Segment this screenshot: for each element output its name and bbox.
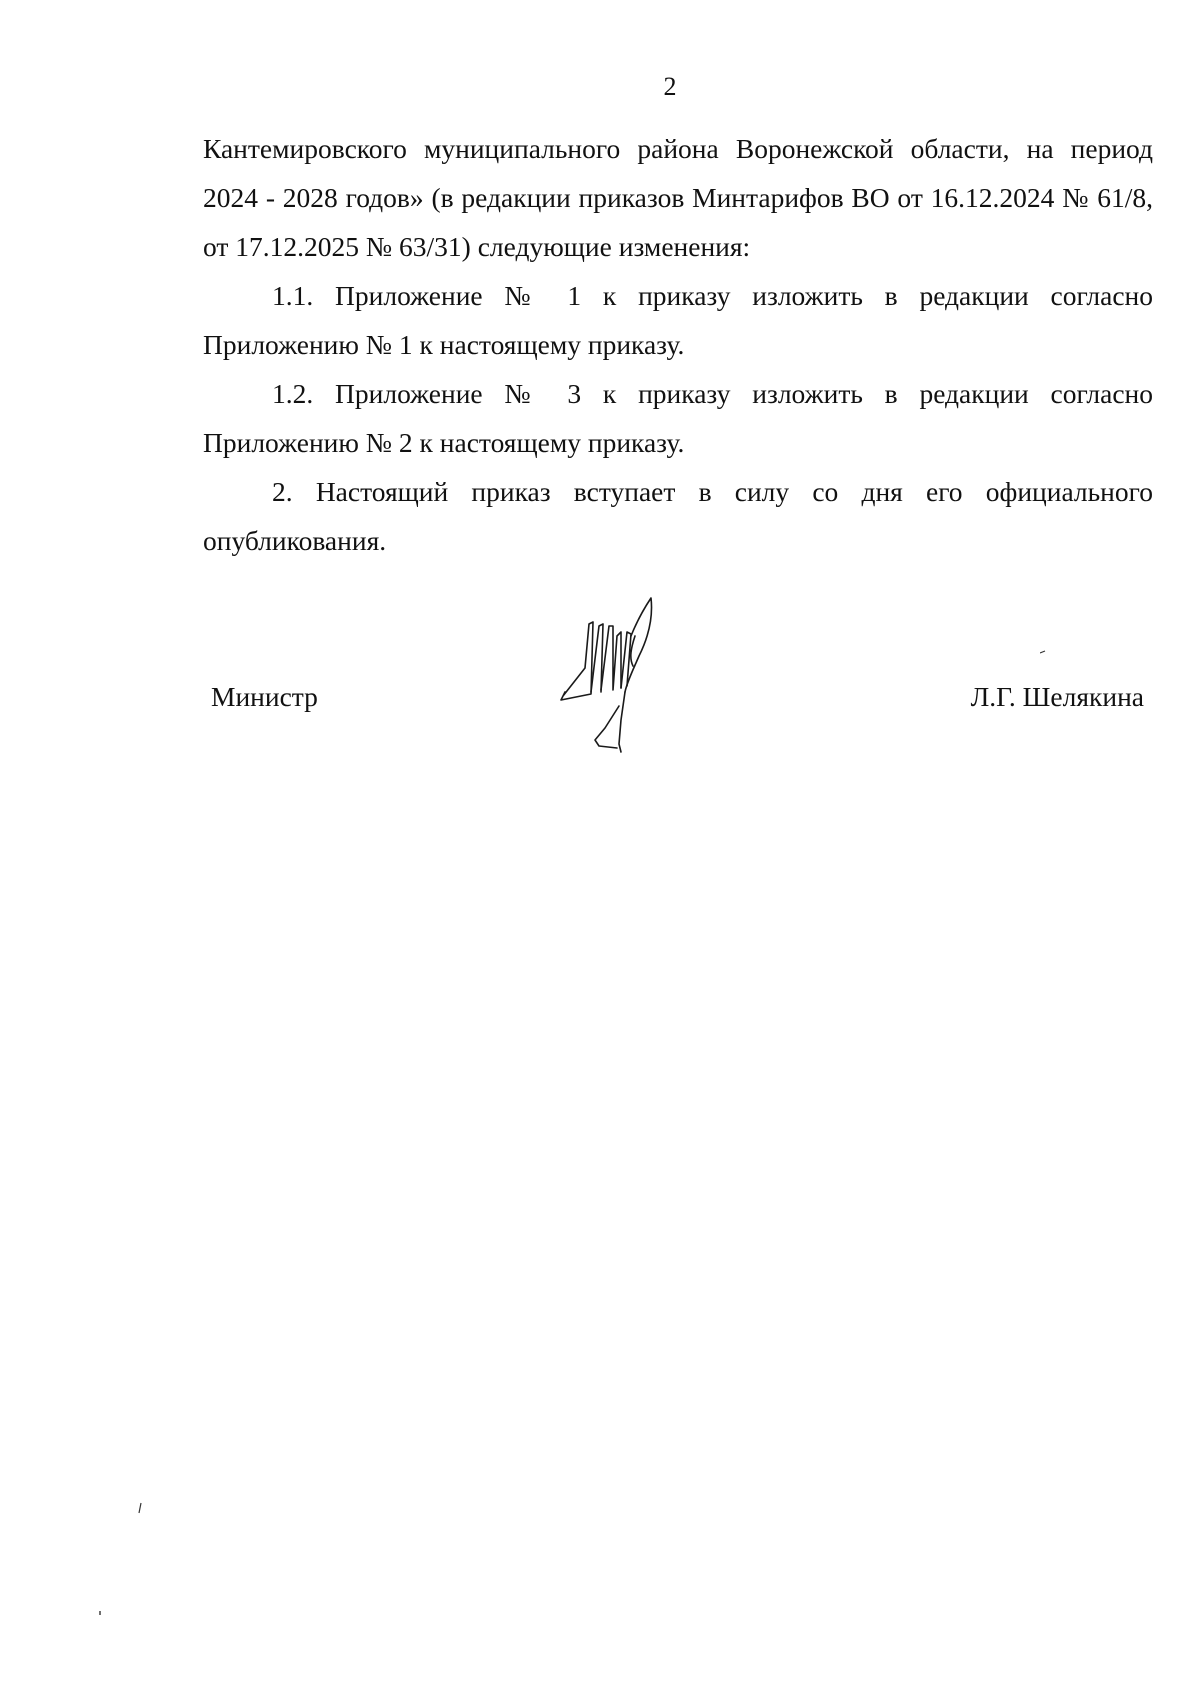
signatory-position: Министр bbox=[211, 681, 318, 712]
scan-speck bbox=[138, 1502, 142, 1514]
paragraph-item-2: 2. Настоящий приказ вступает в силу со дня его официального опубликования. bbox=[203, 476, 1153, 556]
scan-speck bbox=[98, 1610, 102, 1616]
scan-speck bbox=[1040, 650, 1046, 654]
handwritten-signature bbox=[555, 596, 685, 766]
paragraph-item-1-1: 1.1. Приложение № 1 к приказу изложить в редакции согласно Приложению № 1 к настоящему приказу. bbox=[203, 280, 1153, 360]
document-body bbox=[203, 124, 1153, 565]
signatory-name: Л.Г. Шелякина bbox=[970, 681, 1144, 712]
page-number: 2 bbox=[663, 72, 677, 101]
paragraph-amendments-intro: Кантемировского муниципального района Воронежской области, на период 2024 - 2028 годов» (в редакции приказов Минтарифов ВО от 16.12.2024 № 61/8, от 17.12.2025 № 63/31) следующие изменения: bbox=[203, 133, 1153, 262]
paragraph-item-1-2: 1.2. Приложение № 3 к приказу изложить в редакции согласно Приложению № 2 к настоящему приказу. bbox=[203, 378, 1153, 458]
signature-block bbox=[0, 600, 1200, 780]
